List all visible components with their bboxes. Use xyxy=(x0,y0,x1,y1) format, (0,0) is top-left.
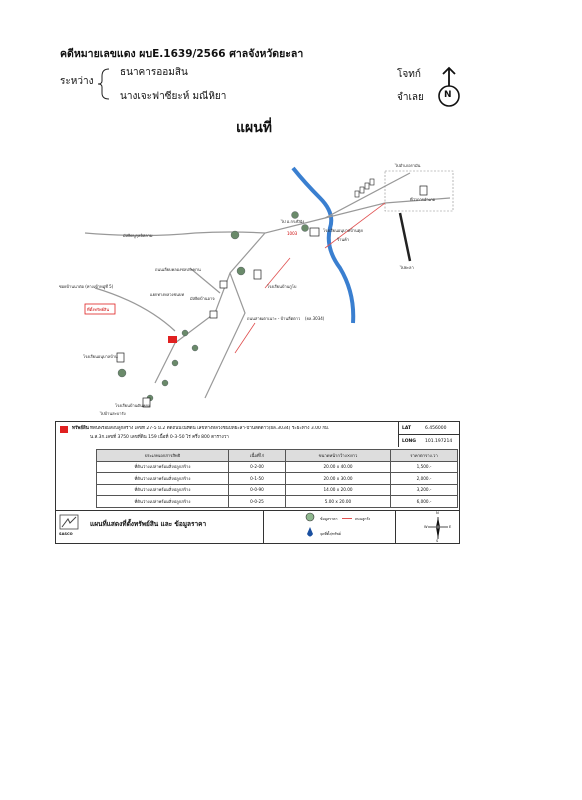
table-cell: 0-1-50 xyxy=(229,473,286,485)
label-left-school: โรงเรียนอนุบาลบ้าน xyxy=(83,354,118,359)
footer-divider xyxy=(55,510,460,511)
table-cell: ที่ดินว่างเปล่าพร้อมสิ่งปลูกสร้าง xyxy=(97,473,229,485)
location-map xyxy=(55,153,465,418)
table-cell: 14.00 x 20.00 xyxy=(286,484,391,496)
tree-icon xyxy=(302,225,309,232)
tree-icon xyxy=(182,330,188,336)
property-description-1: ที่ดินพร้อมสิ่งปลูกสร้าง เลขที่ 27-5 ม.2 ติดถนนในที่ดิน เลขทางหลวงชนบทยะลา-บ้านลีตตาว(ยล.3034) ระยะทาง 3.00 กม. xyxy=(90,426,330,431)
compass-e: E xyxy=(449,525,452,529)
label-district-office: ที่ว่าการอำเภอ xyxy=(410,197,435,202)
label-mosque: มัสยิดนูรุลอิสลาม xyxy=(123,233,153,238)
road-down xyxy=(205,273,245,398)
road-to-yala xyxy=(400,213,410,261)
building-icon xyxy=(310,228,319,236)
table-cell: 2,000.- xyxy=(391,473,458,485)
label-left-road-name: ซอยบ้านนาต่อ (ทางเข้าหมู่ที่ 5) xyxy=(59,284,114,289)
table-row xyxy=(97,496,458,508)
label-school-center: โรงเรียนอนุบาลบ้านตุย xyxy=(323,228,363,233)
label-to-sabarang: ไปบ้านสะบารัง xyxy=(100,411,126,416)
compass-s: S xyxy=(436,539,439,543)
label-shop: ร้านค้า xyxy=(337,237,350,242)
case-number-line: คดีหมายเลขแดง ผบE.1639/2566 ศาลจังหวัดยะลา xyxy=(60,48,304,60)
table-cell: 3,200.- xyxy=(391,484,458,496)
red-route-1 xyxy=(325,203,385,248)
label-property: ที่ตั้งทรัพย์สิน xyxy=(87,307,110,312)
label-mid-road: ถนนสายเตาเนาะ - บ้านลีตตาว xyxy=(247,316,301,321)
label-route-num: 1003 xyxy=(287,231,298,236)
label-mid-road-code: (ยล.3034) xyxy=(305,316,325,321)
between-label: ระหว่าง xyxy=(60,76,94,87)
table-row xyxy=(97,473,458,485)
house-icon xyxy=(365,183,369,189)
property-swatch xyxy=(60,426,68,433)
tree-icon xyxy=(192,345,198,351)
house-icon xyxy=(355,191,359,197)
label-bottom-left-school: โรงเรียนบ้านตันหยง xyxy=(115,403,150,408)
building-icon xyxy=(420,186,427,195)
tree-icon xyxy=(172,360,178,366)
table-header-row xyxy=(97,450,458,462)
coord-hline xyxy=(398,434,460,435)
label-mid-school: โรงเรียนบ้านกูโบ xyxy=(267,284,297,289)
company-name: SASCO xyxy=(59,532,73,536)
table-cell: 5.00 x 20.00 xyxy=(286,496,391,508)
label-route-krong: ไป อ.กรงปินัง xyxy=(281,219,305,224)
table-cell: 0-0-25 xyxy=(229,496,286,508)
table-header: ประเภทเอกสารสิทธิ xyxy=(97,450,229,462)
table-cell: ที่ดินว่างเปล่าพร้อมสิ่งปลูกสร้าง xyxy=(97,496,229,508)
land-price-table xyxy=(96,449,458,508)
lat-value: 6.456000 xyxy=(425,426,447,431)
key-road-line xyxy=(342,518,352,519)
table-header: เนื้อที่ไร่ xyxy=(229,450,286,462)
property-description-2: น.ส.3ก.เลขที่ 3750 เลขที่ดิน 159 เนื้อที่ 0-3-50 ไร่ ครึ่ง 800 ตารางวา xyxy=(90,435,229,440)
property-title: ทรัพย์สิน xyxy=(72,426,89,431)
property-marker xyxy=(168,336,177,343)
label-mosque-left: มัสยิดบ้านอาจ xyxy=(190,296,215,301)
house-icon xyxy=(370,179,374,185)
bracket-icon xyxy=(97,68,111,100)
table-cell: 0-0-90 xyxy=(229,484,286,496)
tree-icon xyxy=(162,380,168,386)
tree-icon xyxy=(292,212,299,219)
table-cell: 20.00 x 30.00 xyxy=(286,473,391,485)
defendant-name: นางเจะฟาซียะห์ มณีหิยา xyxy=(120,91,227,102)
table-cell: 0-2-00 xyxy=(229,461,286,473)
table-cell: ที่ดินว่างเปล่าพร้อมสิ่งปลูกสร้าง xyxy=(97,461,229,473)
footer-title: แผนที่แสดงที่ตั้งทรัพย์สิน และ ข้อมูลราคา xyxy=(90,520,207,528)
label-to-raman: ไปอำเภอรามัน xyxy=(395,163,421,168)
table-cell: ที่ดินว่างเปล่าพร้อมสิ่งปลูกสร้าง xyxy=(97,484,229,496)
house-icon xyxy=(360,187,364,193)
building-icon xyxy=(117,353,124,362)
position-pin-icon xyxy=(305,526,315,540)
tree-icon xyxy=(237,267,245,275)
north-letter: N xyxy=(444,90,452,100)
label-to-yala: ไปยะลา xyxy=(400,265,414,270)
plaintiff-role: โจทก์ xyxy=(397,69,421,80)
north-arrow-icon xyxy=(435,66,463,108)
tree-icon xyxy=(118,369,126,377)
key-price-label: ข้อมูลราคา xyxy=(320,517,338,521)
river xyxy=(293,168,353,323)
key-divider-left xyxy=(263,510,264,544)
building-icon xyxy=(210,311,217,318)
table-cell: 6,000.- xyxy=(391,496,458,508)
main-road xyxy=(155,173,410,383)
defendant-role: จำเลย xyxy=(397,92,424,103)
building-icon xyxy=(220,281,227,288)
long-value: 101.197214 xyxy=(425,439,453,444)
table-header: ราคาตาราง.วา xyxy=(391,450,458,462)
label-road-2: แยกทางหลวงชนบท xyxy=(150,292,185,297)
table-header: ขนาดหน้ากว้าง×ยาว xyxy=(286,450,391,462)
long-label: LONG xyxy=(402,439,416,444)
page-title: แผนที่ xyxy=(236,120,273,136)
key-divider-right xyxy=(395,510,396,544)
district-box xyxy=(385,171,453,211)
compass-w: W xyxy=(424,525,428,529)
table-row xyxy=(97,484,458,496)
plaintiff-name: ธนาคารออมสิน xyxy=(120,67,188,78)
label-road-1: ถนนเลียบคลองชลประทาน xyxy=(155,267,201,272)
lat-label: LAT xyxy=(402,426,412,431)
key-road-label: ถนนลูกรัง xyxy=(355,517,371,521)
key-position-label: จุดที่ตั้ง/ทรัพย์ xyxy=(320,532,341,536)
table-row xyxy=(97,461,458,473)
building-icon xyxy=(254,270,261,279)
price-point-icon xyxy=(305,512,315,522)
table-cell: 20.00 x 40.00 xyxy=(286,461,391,473)
tree-icon xyxy=(231,231,239,239)
table-cell: 1,500.- xyxy=(391,461,458,473)
compass-n: N xyxy=(436,511,439,515)
